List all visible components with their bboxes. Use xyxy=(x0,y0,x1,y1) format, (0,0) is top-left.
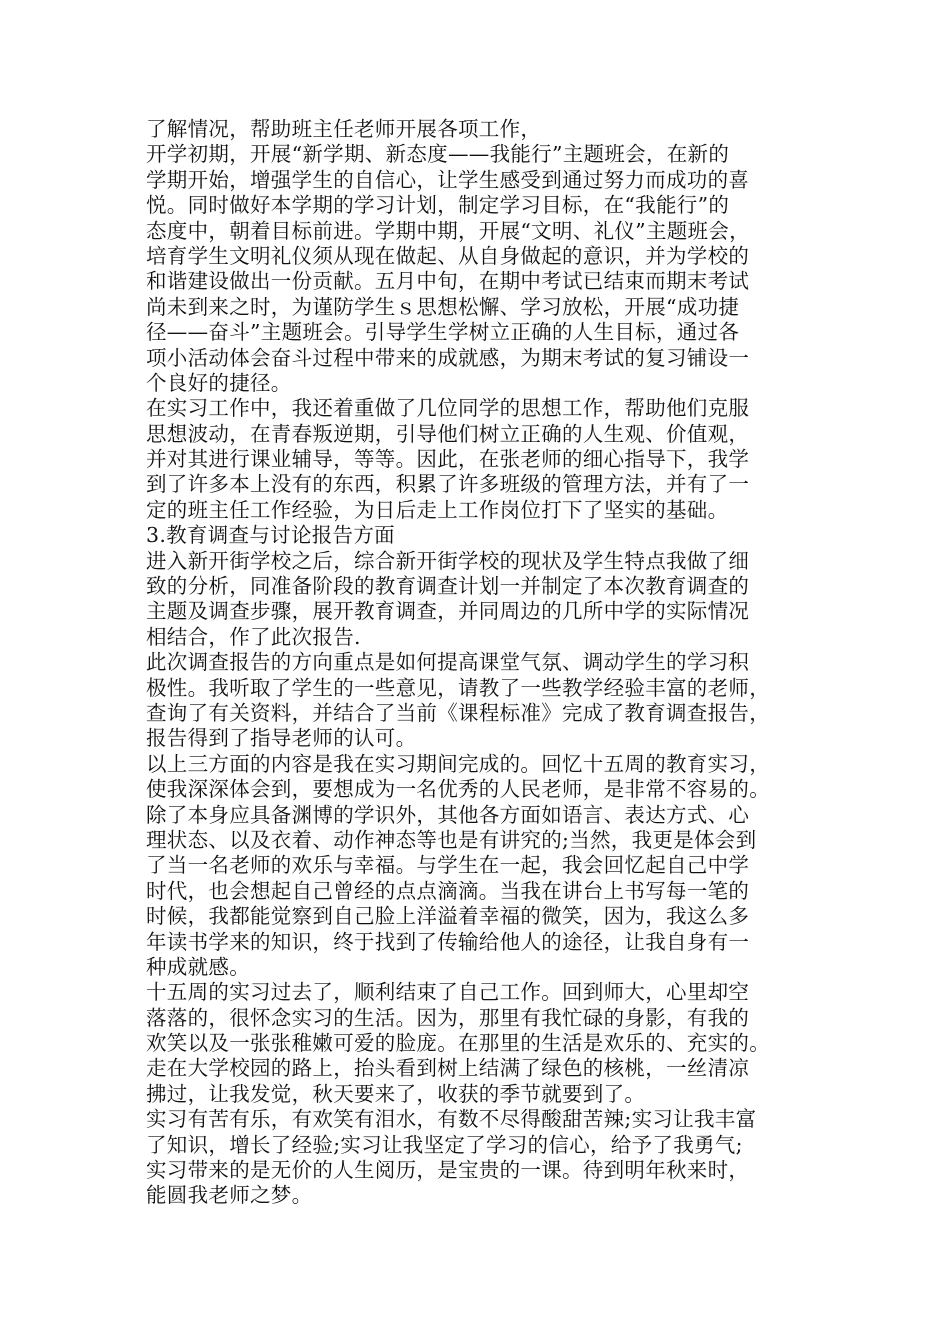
text-line: 了解情况，帮助班主任老师开展各项工作， xyxy=(146,117,542,141)
text-line: 到了许多本上没有的东西，积累了许多班级的管理方法，并有了一 xyxy=(146,472,750,497)
text-line: 十五周的实习过去了，顺利结束了自己工作。回到师大，心里却空 xyxy=(146,980,750,1005)
text-line: 思想波动，在青春叛逆期，引导他们树立正确的人生观、价值观， xyxy=(146,421,750,446)
text-line: 悦。同时做好本学期的学习计划，制定学习目标，在“我能行”的 xyxy=(146,193,730,218)
text-line: 理状态、以及衣着、动作神态等也是有讲究的;当然，我更是体会到 xyxy=(146,827,757,852)
text-line: 欢笑以及一张张稚嫩可爱的脸庞。在那里的生活是欢乐的、充实的。 xyxy=(146,1031,770,1056)
text-line: 种成就感。 xyxy=(146,954,250,979)
section-heading: 3.教育调查与讨论报告方面 xyxy=(146,523,395,548)
text-line: 以上三方面的内容是我在实习期间完成的。回忆十五周的教育实习， xyxy=(146,751,770,776)
text-line: 主题及调查步骤，展开教育调查，并同周边的几所中学的实际情况 xyxy=(146,599,750,624)
text-line: 致的分析，同准备阶段的教育调查计划一并制定了本次教育调查的 xyxy=(146,574,750,599)
text-line: 时代，也会想起自己曾经的点点滴滴。当我在讲台上书写每一笔的 xyxy=(146,878,750,903)
document-body xyxy=(146,117,806,1209)
text-line: 态度中，朝着目标前进。学期中期，开展“文明、礼仪”主题班会， xyxy=(146,218,750,243)
text-line: 除了本身应具备渊博的学识外，其他各方面如语言、表达方式、心 xyxy=(146,802,750,827)
text-line: 和谐建设做出一份贡献。五月中旬，在期中考试已结束而期末考试 xyxy=(146,269,750,294)
text-line: 培育学生文明礼仪须从现在做起、从自身做起的意识，并为学校的 xyxy=(146,243,750,268)
text-line: 项小活动体会奋斗过程中带来的成就感，为期末考试的复习铺设一 xyxy=(146,345,750,370)
text-line: 相结合，作了此次报告. xyxy=(146,624,361,649)
text-line: 年读书学来的知识，终于找到了传输给他人的途径，让我自身有一 xyxy=(146,929,750,954)
text-line: 径——奋斗”主题班会。引导学生学树立正确的人生目标，通过各 xyxy=(146,320,740,345)
text-line: 实习带来的是无价的人生阅历，是宝贵的一课。待到明年秋来时， xyxy=(146,1158,750,1183)
text-line: 尚未到来之时，为谨防学生ｓ思想松懈、学习放松，开展“成功捷 xyxy=(146,294,740,319)
text-line: 极性。我听取了学生的一些意见，请教了一些教学经验丰富的老师， xyxy=(146,675,770,700)
text-line: 落落的，很怀念实习的生活。因为，那里有我忙碌的身影，有我的 xyxy=(146,1005,750,1030)
text-line: 学期开始，增强学生的自信心，让学生感受到通过努力而成功的喜 xyxy=(146,167,750,192)
text-line: 走在大学校园的路上，抬头看到树上结满了绿色的核桃，一丝清凉 xyxy=(146,1056,750,1081)
text-line: 在实习工作中，我还着重做了几位同学的思想工作，帮助他们克服 xyxy=(146,396,750,421)
text-line: 了当一名老师的欢乐与幸福。与学生在一起，我会回忆起自己中学 xyxy=(146,853,750,878)
text-line: 使我深深体会到，要想成为一名优秀的人民老师，是非常不容易的。 xyxy=(146,777,770,802)
text-line: 拂过，让我发觉，秋天要来了，收获的季节就要到了。 xyxy=(146,1081,646,1106)
text-line: 时候，我都能觉察到自己脸上洋溢着幸福的微笑，因为，我这么多 xyxy=(146,904,750,929)
text-line: 此次调查报告的方向重点是如何提高课堂气氛、调动学生的学习积 xyxy=(146,650,750,675)
text-line: 实习有苦有乐，有欢笑有泪水，有数不尽得酸甜苦辣;实习让我丰富 xyxy=(146,1107,757,1132)
text-line: 报告得到了指导老师的认可。 xyxy=(146,726,417,751)
text-line: 查询了有关资料，并结合了当前《课程标准》完成了教育调查报告， xyxy=(146,700,770,725)
text-line: 定的班主任工作经验，为日后走上工作岗位打下了坚实的基础。 xyxy=(146,497,729,522)
text-line: 了知识，增长了经验;实习让我坚定了学习的信心，给予了我勇气; xyxy=(146,1132,743,1157)
text-line: 个良好的捷径。 xyxy=(146,370,292,395)
text-line: 开学初期，开展“新学期、新态度——我能行”主题班会，在新的 xyxy=(146,142,730,167)
text-line: 能圆我老师之梦。 xyxy=(146,1183,313,1208)
text-line: 进入新开街学校之后，综合新开街学校的现状及学生特点我做了细 xyxy=(146,548,750,573)
text-line: 并对其进行课业辅导，等等。因此，在张老师的细心指导下，我学 xyxy=(146,447,750,472)
